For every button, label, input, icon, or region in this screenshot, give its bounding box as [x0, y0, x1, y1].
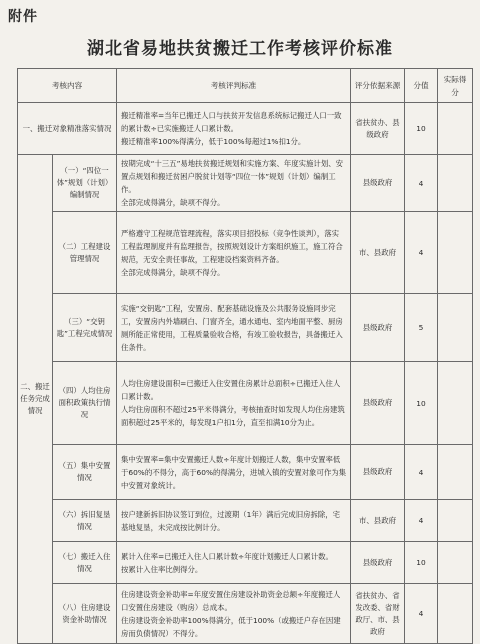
header-content: 考核内容: [18, 69, 117, 103]
header-criteria: 考核评判标准: [117, 69, 351, 103]
actual-score-cell: [438, 362, 473, 445]
criteria-line: 住房建设资金补助率100%得满分，低于100%（或搬迁户存在因建房而负债情况）不得分。: [121, 615, 341, 638]
table-row: [18, 212, 473, 294]
criteria-line: 搬迁精准率100%得满分，低于100%每超过1%扣1分。: [121, 137, 306, 146]
actual-score-cell: [438, 542, 473, 584]
item-cell: （四）人均住房面积政策执行情况: [53, 362, 117, 445]
source-cell: 市、县政府: [351, 212, 405, 294]
header-score: 分值: [405, 69, 438, 103]
actual-score-cell: [438, 445, 473, 500]
item-cell: （八）住房建设资金补助情况: [53, 584, 117, 644]
source-cell: 县级政府: [351, 155, 405, 212]
criteria-cell: [117, 212, 351, 294]
table-row: [18, 155, 473, 212]
actual-score-cell: [438, 212, 473, 294]
table-row: [18, 103, 473, 155]
criteria-line: 按累计入住率比例得分。: [121, 564, 203, 574]
criteria-line: 按户建新拆旧协议签订到位，过渡期（1年）满后完成旧房拆除，宅基地复垦，未完成按比例计分。: [121, 509, 341, 532]
actual-score-cell: [438, 155, 473, 212]
criteria-line: 全部完成得满分，缺项不得分。: [121, 267, 225, 277]
criteria-cell: [117, 362, 351, 445]
score-cell: 4: [405, 500, 438, 542]
table-row: [18, 362, 473, 445]
source-cell: 县级政府: [351, 294, 405, 362]
item-cell: （二）工程建设管理情况: [53, 212, 117, 294]
criteria-line: 按期完成“十三五”易地扶贫搬迁规划和实施方案、年度实施计划、安置点规划和搬迁贫困户脱贫计划等“四位一体”规划（计划）编制工作。: [121, 159, 343, 194]
criteria-cell: [117, 445, 351, 500]
score-cell: 4: [405, 584, 438, 644]
table-row: [18, 294, 473, 362]
category-cell: 二、搬迁任务完成情况: [18, 155, 53, 644]
item-cell: （五）集中安置情况: [53, 445, 117, 500]
criteria-line: 搬迁精准率=当年已搬迁人口与扶贫开发信息系统标记搬迁人口一致的累计数÷已实施搬迁人口累计数。: [121, 111, 342, 133]
criteria-line: 集中安置率=集中安置搬迁人数÷年度计划搬迁人数，集中安置率低于60%的不得分，高于60%的得满分，进城入镇的安置对象可作为集中安置对象统计。: [121, 454, 347, 490]
actual-score-cell: [438, 103, 473, 155]
table-row: [18, 500, 473, 542]
criteria-line: 累计入住率=已搬迁入住人口累计数÷年度计划搬迁人口累计数。: [121, 551, 333, 561]
criteria-line: 住房建设资金补助率=年度安置住房建设补助资金总额÷年度搬迁人口安置住房建设（购房）总成本。: [121, 589, 341, 612]
source-cell: 县级政府: [351, 445, 405, 500]
item-cell: （六）拆旧复垦情况: [53, 500, 117, 542]
header-actual: 实际得分: [438, 69, 473, 103]
score-cell: 10: [405, 542, 438, 584]
item-cell: （一）“四位一体”规划（计划）编制情况: [53, 155, 117, 212]
criteria-line: 严格遵守工程规范管理流程，落实项目招投标（竞争性谈判），落实工程监理制度并有监理报告，按照规划设计方案组织施工，施工符合规范，无安全责任事故，工程建设档案资料齐备。: [121, 228, 343, 264]
source-cell: 省扶贫办、县级政府: [351, 103, 405, 155]
score-cell: 4: [405, 445, 438, 500]
attachment-label: 附件: [8, 9, 38, 25]
source-cell: 省扶贫办、省发改委、省财政厅、市、县政府: [351, 584, 405, 644]
source-cell: 县级政府: [351, 542, 405, 584]
actual-score-cell: [438, 584, 473, 644]
document-title: 湖北省易地扶贫搬迁工作考核评价标准: [87, 39, 393, 59]
evaluation-table: [17, 68, 473, 644]
item-cell: （七）搬迁入住情况: [53, 542, 117, 584]
score-cell: 10: [405, 362, 438, 445]
table-row: [18, 445, 473, 500]
criteria-line: 全部完成得满分，缺项不得分。: [121, 198, 225, 207]
criteria-cell: [117, 542, 351, 584]
criteria-cell: [117, 155, 351, 212]
score-cell: 5: [405, 294, 438, 362]
criteria-cell: [117, 294, 351, 362]
actual-score-cell: [438, 294, 473, 362]
score-cell: 4: [405, 212, 438, 294]
criteria-line: 人均住房建设面积=已搬迁入住安置住房累计总面积÷已搬迁入住人口累计数。: [121, 379, 341, 401]
score-cell: 4: [405, 155, 438, 212]
criteria-cell: [117, 500, 351, 542]
criteria-line: 人均住房面积不超过25平米得满分，考核抽查时如发现人均住房建筑面积超过25平米的，每发现1户扣1分，直至扣满10分为止。: [121, 405, 345, 427]
score-cell: 10: [405, 103, 438, 155]
table-header-row: [18, 69, 473, 103]
criteria-cell: [117, 103, 351, 155]
criteria-cell: [117, 584, 351, 644]
actual-score-cell: [438, 500, 473, 542]
source-cell: 市、县政府: [351, 500, 405, 542]
source-cell: 县级政府: [351, 362, 405, 445]
category-cell: 一、搬迁对象精准落实情况: [18, 103, 117, 155]
header-source: 评分依据来源: [351, 69, 405, 103]
item-cell: （三）“交钥匙”工程完成情况: [53, 294, 117, 362]
criteria-line: 实施“交钥匙”工程，安置房、配套基础设施及公共服务设施同步完工，安置房内外墙刷白、门窗齐全，通水通电、室内地面平整、厨房厕所能正常使用，工程质量验收合格，有竣工验收报告，具备搬迁入住条件。: [121, 303, 343, 352]
table-row: [18, 584, 473, 644]
table-row: [18, 542, 473, 584]
